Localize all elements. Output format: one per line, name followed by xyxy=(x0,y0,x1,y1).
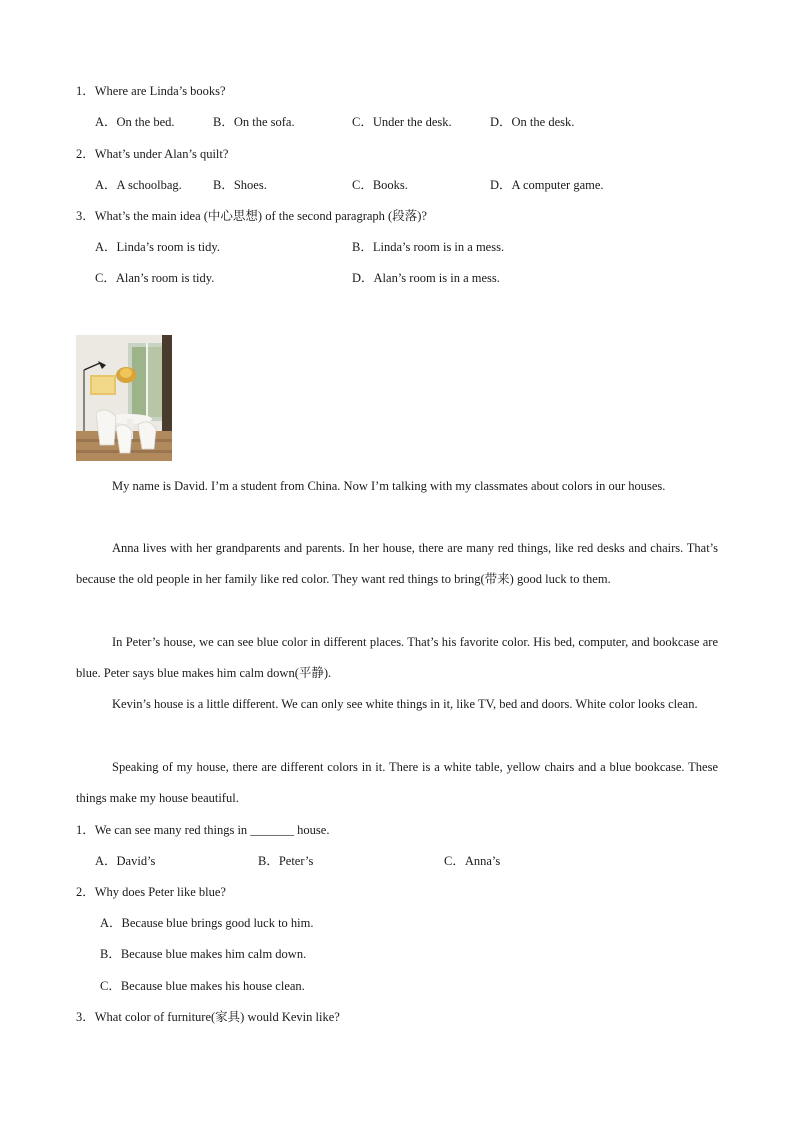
option-b: B．On the sofa. xyxy=(213,115,295,129)
question-3: 3．What color of furniture(家具) would Kevin like? xyxy=(76,1010,340,1024)
option-a: A．A schoolbag. xyxy=(95,178,182,192)
passage-paragraph-1: My name is David. I’m a student from China. Now I’m talking with my classmates about colors in our houses. xyxy=(112,479,666,493)
passage-paragraph-2: Anna lives with her grandparents and parents. In her house, there are many red things, like red desks and chairs. That’s because the old people in her family like red color. They want red things to bring(带来) good luck to them. xyxy=(76,541,718,587)
option-d: D．On the desk. xyxy=(490,115,575,129)
option-c: C．Because blue makes his house clean. xyxy=(100,979,305,993)
question-1: 1．We can see many red things in _______ house. xyxy=(76,823,330,837)
question-2: 2．Why does Peter like blue? xyxy=(76,885,226,899)
option-b: B．Peter’s xyxy=(258,854,314,868)
option-c: C．Anna’s xyxy=(444,854,501,868)
question-3: 3．What’s the main idea (中心思想) of the second paragraph (段落)? xyxy=(76,209,427,223)
option-d: D．Alan’s room is in a mess. xyxy=(352,271,500,285)
passage-paragraph-5: Speaking of my house, there are different colors in it. There is a white table, yellow chairs and a blue bookcase. These things make my house beautiful. xyxy=(76,760,718,806)
question-1: 1．Where are Linda’s books? xyxy=(76,84,226,98)
option-a: A．On the bed. xyxy=(95,115,175,129)
option-c: C．Books. xyxy=(352,178,408,192)
option-b: B．Shoes. xyxy=(213,178,267,192)
option-b: B．Linda’s room is in a mess. xyxy=(352,240,505,254)
option-a: A．Linda’s room is tidy. xyxy=(95,240,220,254)
option-a: A．David’s xyxy=(95,854,156,868)
option-c: C．Alan’s room is tidy. xyxy=(95,271,215,285)
option-c: C．Under the desk. xyxy=(352,115,452,129)
option-a: A．Because blue brings good luck to him. xyxy=(100,916,314,930)
option-b: B．Because blue makes him calm down. xyxy=(100,947,307,961)
question-2: 2．What’s under Alan’s quilt? xyxy=(76,147,229,161)
option-d: D．A computer game. xyxy=(490,178,604,192)
passage-paragraph-4: Kevin’s house is a little different. We can only see white things in it, like TV, bed and doors. White color looks clean. xyxy=(112,697,698,711)
passage-paragraph-3: In Peter’s house, we can see blue color in different places. That’s his favorite color. His bed, computer, and bookcase are blue. Peter says blue makes him calm down(平静). xyxy=(76,635,718,681)
room-photo xyxy=(76,335,172,461)
